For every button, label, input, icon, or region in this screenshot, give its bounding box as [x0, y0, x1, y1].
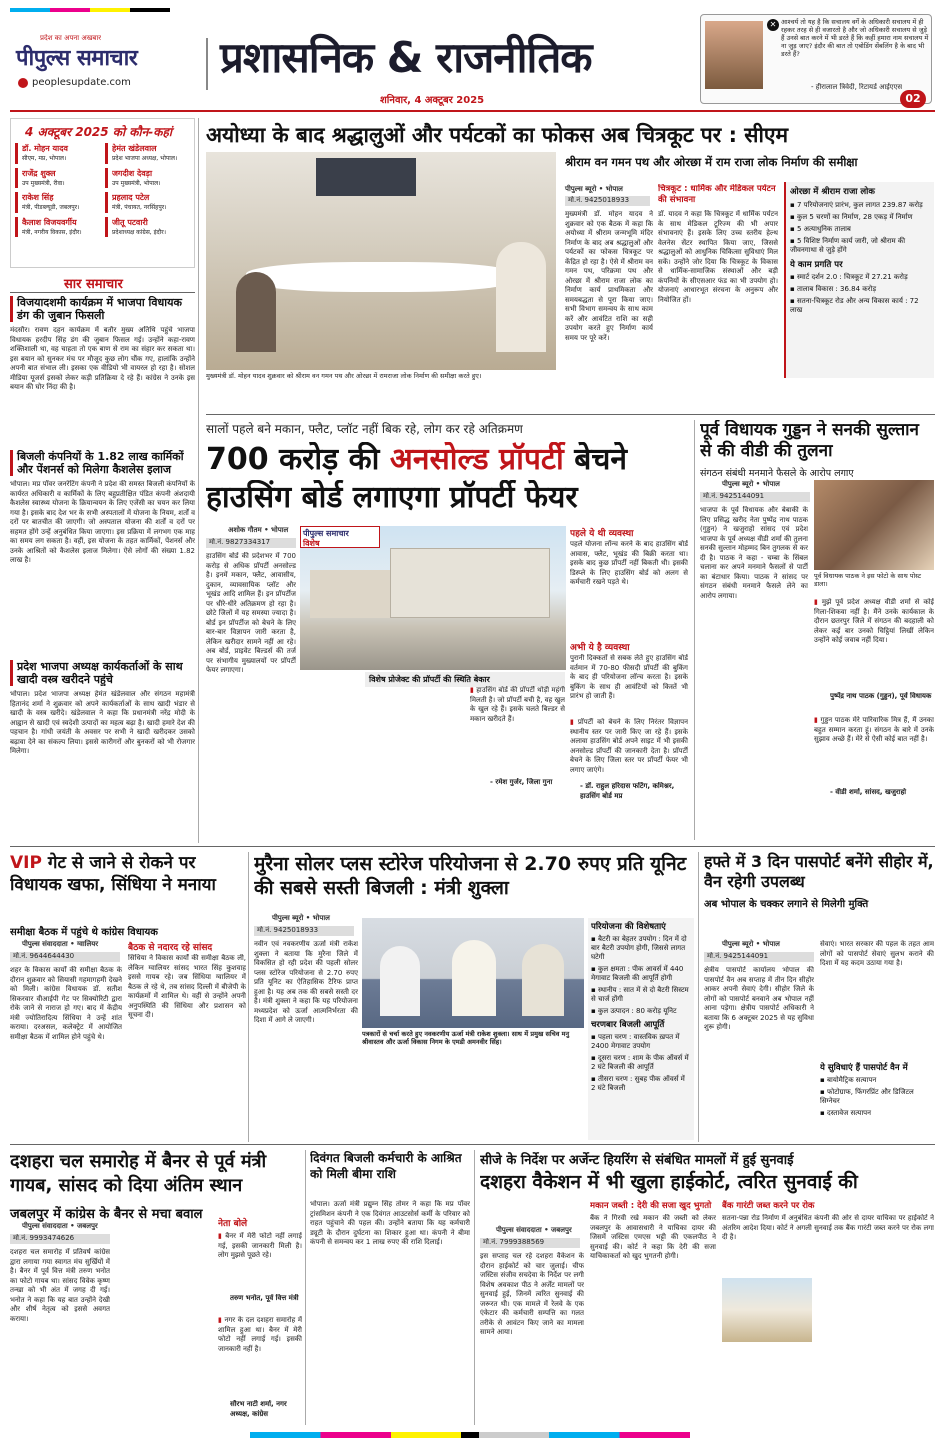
court-byline: पीपुल्स संवाददाता • जबलपुर	[496, 1226, 572, 1234]
lead-mobile: मो.नं. 9425018933	[565, 196, 650, 206]
guddu-side-body: ▮ मुझे पूर्व प्रदेश अध्यक्ष वीडी शर्मा से कोई गिला-शिकवा नहीं है। मैंने उनके कार्यकाल के दौरान छतरपुर जिले में संगठन की बदहाली को लेकर कई बार उनको चिट्ठियां लिखीं लेकिन उन्होंने कोई जवाब नहीं दिया।	[814, 598, 934, 644]
masthead-rule	[10, 110, 935, 112]
solar-box2-item: ▪ पहला चरण : वास्तविक ख़पत में 2400 मेगावाट उपयोग	[591, 1033, 680, 1050]
lead-body: मुख्यमंत्री डॉ. मोहन यादव ने शुक्रवार को एक बैठक में कहा कि अयोध्या में श्रीराम जन्मभूमि मंदिर निर्माण के बाद अब श्रद्धालुओं और पर्यटकों का फोकस चित्रकूट पर केंद्रित हो रहा है। ऐसे में श्रीराम वन गमन पथ, परिक्रमा पथ और ओरछा में श्रीराम राजा लोक का निर्माण कार्य प्राथमिकता और समयबद्धता से पूरा किया जाए। सभी विभाग समन्वय के साथ काम करें और आवंटित राशि का सही उपयोग करते हुए निर्माण कार्य समय पर पूरे करें।	[565, 210, 653, 342]
solar-box-title: परियोजना की विशेषताएं	[591, 922, 666, 932]
guddu-mobile: मो.नं. 9425144091	[700, 492, 810, 502]
saar-item	[10, 660, 195, 828]
col-divider	[305, 1150, 306, 1425]
lead-side-head: चित्रकूट : धार्मिक और मेडिकल पर्यटन की संभावना	[658, 184, 776, 205]
solar-photo	[362, 918, 584, 1028]
solar-headline: मुरैना सोलर प्लस स्टोरेज परियोजना से 2.70 रुपए प्रति यूनिट की सबसे सस्ती बिजली : मंत्री शुक्ला	[254, 853, 687, 899]
housing-headline-line2: हाउसिंग बोर्ड लगाएगा प्रॉपर्टी फेयर	[206, 480, 578, 515]
orchha-item: ▪ 7 परियोजनाएं प्रारंभ, कुल लागत 239.87 करोड़	[790, 201, 923, 209]
housing-photo-caption: विशेष प्रोजेक्ट की प्रॉपर्टी की स्थिति बेकार	[365, 672, 565, 687]
orchha-box	[784, 182, 934, 378]
divider-vertical	[206, 38, 208, 90]
solar-byline: पीपुल्स ब्यूरो • भोपाल	[272, 914, 330, 922]
housing-body3	[385, 686, 465, 794]
vip-side-head: बैठक से नदारद रहे सांसद	[128, 943, 213, 953]
passport-box-item: ▪ बायोमैट्रिक सत्यापन	[820, 1076, 877, 1084]
lead-caption: मुख्यमंत्री डॉ. मोहन यादव शुक्रवार को श्रीराम वन गमन पथ और ओरछा में रामराजा लोक निर्माण की समीक्षा करते हुए।	[206, 372, 482, 380]
masthead-tagline: प्रदेश का अपना अखबार	[40, 34, 102, 42]
housing-kicker: सालों पहले बने मकान, फ्लैट, प्लॉट नहीं बिक रहे, लोग कर रहे अतिक्रमण	[206, 422, 523, 436]
saar-item	[10, 450, 195, 640]
passport-box-list	[820, 1076, 934, 1118]
court-side-head2: बैंक गारंटी जब्त करने पर रोक	[722, 1201, 815, 1211]
saar-head: प्रदेश भाजपा अध्यक्ष कार्यकर्ताओं के साथ खादी वस्त्र खरीदने पहुंचे	[10, 660, 195, 686]
dussehra-side-body: ▮ बैनर में मेरी फोटो नहीं लगाई गई, इसकी जानकारी मिली है। लोग मुझसे पूछते रहे।	[218, 1232, 302, 1259]
solar-box-list	[591, 935, 691, 1016]
col-divider	[198, 118, 199, 843]
photo-person	[236, 272, 276, 352]
col-divider	[474, 1150, 475, 1425]
vip-byline: पीपुल्स संवाददाता • ग्वालियर	[22, 940, 99, 948]
solar-box2-item: ▪ दूसरा चरण : शाम के पीक ऑवर्स में 2 घंटे बिजली की आपूर्ति	[591, 1054, 689, 1071]
vip-mobile: मो.नं. 9644644430	[10, 952, 120, 962]
vishesh-badge	[300, 526, 380, 548]
dussehra-body2	[114, 1230, 214, 1420]
solar-body2	[362, 1050, 470, 1136]
vip-headline: VIP गेट से जाने से रोकने पर विधायक खफा, सिंधिया ने मनाया	[10, 853, 216, 895]
orchha-title: ओरछा में श्रीराम राजा लोक	[790, 187, 875, 197]
saar-head: विजयादशमी कार्यक्रम में भाजपा विधायक डंग की जुबान फिसली	[10, 296, 195, 322]
progress-item: ▪ स्मार्ट दर्शन 2.0 : चित्रकूट में 27.21 करोड़	[790, 273, 908, 281]
housing-side-body: पहले योजना लॉन्च करने के बाद हाउसिंग बोर्ड आवास, फ्लैट, भूखंड की बिक्री करता था। इसके बाद कुछ प्रॉपर्टी नहीं बिकती थी। इसकी डिस्प्ले के लिए हाउसिंग बोर्ड को अलग से कर्मचारी रखने पड़ते थे।	[570, 540, 688, 586]
housing-body2	[300, 686, 380, 794]
housing-quote1-author: - रमेश गुर्जर, जिला गुना	[490, 778, 553, 786]
passport-body: क्षेत्रीय पासपोर्ट कार्यालय भोपाल की पासपोर्ट वैन अब सप्ताह में तीन दिन सीहोर आकर अपनी सेवाएं देगी। सीहोर जिले के लोगों को पासपोर्ट बनवाने अब भोपाल नहीं आना पड़ेगा। क्षेत्रीय पासपोर्ट अधिकारी ने बताया कि 6 अक्टूबर 2025 से यह सुविधा शुरू होगी।	[704, 966, 814, 1031]
progress-title: ये काम प्रगति पर	[790, 260, 843, 270]
solar-box2-list	[591, 1033, 691, 1093]
photo-building	[390, 548, 550, 618]
quote-author: - हीरालाल त्रिवेदी, रिटायर्ड आईएएस	[811, 83, 903, 91]
website-link[interactable]: peoplesupdate.com	[32, 77, 131, 88]
passport-box-title: ये सुविधाएं हैं पासपोर्ट वैन में	[820, 1063, 908, 1073]
section-rule	[206, 414, 935, 415]
solar-box	[588, 918, 694, 1140]
lead-byline: पीपुल्स ब्यूरो • भोपाल	[565, 185, 623, 193]
dussehra-byline: पीपुल्स संवाददाता • जबलपुर	[22, 1222, 98, 1230]
solar-body: नवीन एवं नवकरणीय ऊर्जा मंत्री राकेश शुक्ला ने बताया कि मुरैना जिले में विकसित हो रही प्रदेश की पहली सोलर प्लस स्टोरेज परियोजना से 2.70 रुपए प्रति यूनिट का ऐतिहासिक टैरिफ प्राप्त हुआ है। यह अब तक की सबसे सस्ती दर है। मंत्री शुक्ला ने कहा कि यह परियोजना मध्यप्रदेश को ऊर्जा आत्मनिर्भरता की दिशा में आगे ले जाएगी।	[254, 940, 358, 1024]
paper-logo[interactable]: पीपुल्स समाचार	[16, 46, 138, 71]
passport-box	[820, 1062, 934, 1140]
lead-photo	[206, 152, 556, 370]
passport-subhead: अब भोपाल के चक्कर लगाने से मिलेगी मुक्ति	[704, 899, 869, 910]
web-icon	[18, 78, 28, 88]
saar-rule	[10, 292, 195, 293]
court-headline2: दशहरा वैकेशन में भी खुला हाईकोर्ट, त्वरित सुनवाई की	[480, 1171, 858, 1193]
quote-text: आश्चर्य तो यह है कि सचालय वर्गे के अधिकारी सचालय में ही रहकर तरह से ही वजारतो है और जो अधिकारी सचालय से जुड़े हैं उनसे बात करने में भी डरते हैं कि कहीं हमारा नाम सचालय में ना जुड़ जाए? इंदौर की बात तो एबोडिंग सेंबलिंग है के बाद भी डरते हैं?	[781, 18, 929, 58]
orchha-item: ▪ 5 अत्याधुनिक तालाब	[790, 225, 851, 233]
housing-mobile: मो.नं. 9827334317	[206, 538, 296, 548]
guddu-author2: - वीडी शर्मा, सांसद, खजुराहो	[830, 788, 907, 796]
bijli-headline: दिवंगत बिजली कर्मचारी के आश्रित को मिली बीमा राशि	[310, 1151, 462, 1181]
photo-building	[310, 570, 390, 618]
housing-headline: 700 करोड़ की अनसोल्ड प्रॉपर्टी बेचने	[206, 442, 628, 477]
masthead	[0, 0, 945, 110]
person-card: राजेंद्र शुक्ल उप मुख्यमंत्री, रीवा।	[15, 168, 101, 189]
solar-box-item: ▪ कुल क्षमता : पीक आवर्स में 440 मेगावाट बिजली की आपूर्ति होगी	[591, 965, 684, 982]
passport-headline: हफ्ते में 3 दिन पासपोर्ट बनेंगे सीहोर में, वैन रहेगी उपलब्ध	[704, 852, 934, 891]
housing-side-head2: अभी ये है व्यवस्था	[570, 643, 630, 653]
guddu-body: भाजपा के पूर्व विधायक और बेबाकी के लिए प्रसिद्ध खरीद नेता पुष्पेंद्र नाथ पाठक (गुड्डन) ने खजुराहो सांसद एवं प्रदेश भाजपा के पूर्व अध्यक्ष वीडी शर्मा की तुलना सनकी सुल्तान मोहम्मद बिन तुगलक से कर दी है। पाठक ने कहा - चम्बा के सिंबल चलाना कर अपने मनमाने फैसलों से पार्टी का बंटाधार किया। पाठक ने सांसद पर संगठन संबंधी मनमाने फैसले लेने का आरोप लगाया।	[700, 506, 808, 600]
guddu-headline: पूर्व विधायक गुड्डन ने सनकी सुल्तान से की वीडी की तुलना	[700, 420, 919, 461]
person-card: कैलाश विजयवर्गीय मंत्री, नगरीय विकास, इंदौर।	[15, 217, 101, 238]
saar-head: बिजली कंपनियों के 1.82 लाख कार्मिकों और पेंशनर्स को मिलेगा कैशलेस इलाज	[10, 450, 195, 476]
saar-label: सार समाचार	[64, 277, 123, 292]
badge-label: विशेष	[303, 539, 320, 548]
court-side-head: मकान जब्ती : देरी की सजा खुद भुगतो	[590, 1201, 712, 1211]
person-card: जगदीश देवड़ा उप मुख्यमंत्री, भोपाल।	[105, 168, 191, 189]
passport-box-item: ▪ फोटोग्राफ, फिंगरप्रिंट और डिजिटल सिग्नेचर	[820, 1088, 914, 1105]
progress-item: ▪ सतना-चित्रकूट रोड और अन्य विकास कार्य : 72 लाख	[790, 297, 919, 314]
cmyk-bar-bottom	[250, 1432, 690, 1438]
solar-caption: पत्रकारों से चर्चा करते हुए नवकरणीय ऊर्जा मंत्री राकेश शुक्ला। साथ में प्रमुख सचिव मनु श्रीवास्तव और ऊर्जा विकास निगम के एमडी अमनवीर सिंह।	[362, 1030, 570, 1046]
solar-body3	[475, 1050, 583, 1136]
guddu-byline: पीपुल्स ब्यूरो • भोपाल	[722, 480, 780, 488]
vip-side-body: सिंधिया ने विकास कार्यों की समीक्षा बैठक ली, लेकिन ग्वालियर सांसद भारत सिंह कुशवाह इससे गायब रहे। जब सिंधिया ग्वालियर में बैठक ले रहे थे, तब सांसद दिल्ली में बीजेपी के कार्यक्रमों में शामिल थे। वहीं से उन्होंने अपनी अनुपस्थिति की सिंधिया और प्रशासन को सूचना दी।	[128, 954, 246, 1019]
court-photo	[722, 1278, 812, 1342]
saar-body: भोपाल। मप्र पॉवर जनरेटिंग कंपनी ने प्रदेश की समस्त बिजली कंपनियों के कार्यरत अधिकारी व कार्मिकों के लिए बहुप्रतीक्षित पंडित कंपनी अंशदायी कैशलेस स्वास्थ्य योजना के क्रियान्वयन के लिए एजेंसी का चयन कर लिया गया है। इसके बाद देश भर के सभी अस्पतालों में योजना के नियम, शर्तों व दरों पर बातचीत की जाएगी। जो अस्पताल योजना की शर्तों व दरों पर सहमत होंगे उन्हें अनुबंधित किया जाएगा। इस प्रक्रिया में लगभग एक माह का समय लग सकता है। वहीं, इस योजना के तहत कार्मिकों, पेंशनर्स और उनके आश्रितों को कैशलेस इलाज मिलेगा। ऐसे लोगों की संख्या 1.82 लाख है।	[10, 480, 195, 564]
passport-side-body: सेवाएं। भारत सरकार की पहल के तहत आम लोगों को पासपोर्ट सेवाएं सुलभ कराने की दिशा में यह कदम उठाया गया है।	[820, 940, 934, 967]
passport-mobile: मो.नं. 9425144091	[704, 952, 814, 962]
person-card: हेमंत खंडेलवाल प्रदेश भाजपा अध्यक्ष, भोपाल।	[105, 143, 191, 164]
saar-item	[10, 296, 195, 444]
koun-kahan-grid	[15, 143, 191, 237]
court-side-body2: सतना-पन्ना रोड निर्माण में अनुबंधित कंपनी की ओर से दायर याचिका पर हाईकोर्ट ने अंतरिम आदेश दिया। कोर्ट ने अगली सुनवाई तक बैंक गारंटी जब्त करने पर रोक लगा दी है।	[722, 1214, 934, 1241]
cmyk-bar-left	[10, 8, 170, 12]
vip-body: शहर के विकास कार्यों की समीक्षा बैठक के दौरान शुक्रवार को सियासी गहमागहमी देखने को मिली। कांग्रेस विधायक डॉ. सतीश सिकरवार वीआईपी गेट पर सिक्योरिटी द्वारा रोके जाने से नाराज हो गए। बाद में केंद्रीय मंत्री ज्योतिरादित्य सिंधिया ने उन्हें शांत कराया। दरअसल, कलेक्ट्रेट में आयोजित समीक्षा बैठक में शामिल होने पहुंचे थे।	[10, 966, 122, 1041]
koun-kahan-title: 4 अक्टूबर 2025 को कौन-कहां	[25, 125, 172, 139]
lead-headline: अयोध्या के बाद श्रद्धालुओं और पर्यटकों का फोकस अब चित्रकूट पर : सीएम	[206, 123, 789, 147]
progress-item: ▪ तालाब विकास : 36.84 करोड़	[790, 285, 877, 293]
guddu-caption: पूर्व विधायक पाठक ने इस फोटो के साथ पोस्ट डाला।	[814, 572, 921, 588]
court-body: इस सप्ताह चल रहे दशहरा वैकेशन के दौरान हाईकोर्ट को चार जुलाई। चीफ जस्टिस संजीव सचदेवा के निर्देश पर लगी विशेष अवकाश पीठ ने अर्जेंट मामलों पर सुनवाई हुई, जिनमें त्वरित सुनवाई की जरूरत थी। एक मामले में रेलवे के एक एंकेटार की कर्मचारी सम्पत्ति का गलत तरीके से आवंटन किए जाने का मामला सामने आया।	[480, 1252, 584, 1336]
passport-box-item: ▪ दस्तावेज सत्यापन	[820, 1109, 872, 1117]
person-card: जीतू पटवारी प्रदेशाध्यक्ष कांग्रेस, इंदौर।	[105, 217, 191, 238]
col-divider	[694, 420, 695, 840]
col-divider	[698, 852, 699, 1142]
photo-person	[496, 242, 546, 352]
section-rule	[10, 846, 935, 847]
dussehra-side-head: नेता बोले	[218, 1219, 248, 1229]
photo-person	[452, 940, 496, 1016]
lead-side-body: डॉ. यादव ने कहा कि चित्रकूट में धार्मिक पर्यटन के साथ मेडिकल टूरिज्म की भी अपार संभावनाएं हैं। इसके लिए उच्च स्तरीय हेल्थ वेलनेस सेंटर स्थापित किया जाए, जिससे श्रद्धालुओं को आधुनिक चिकित्सा सुविधाएं मिल सकें। उन्होंने जोर दिया कि चित्रकूट के विकास से धार्मिक-सामाजिक संस्थाओं और बड़ी कंपनियों के सीएसआर फंड का भी उपयोग हो। योजनाएं आधारभूत संरचना के अनुरूप और नियोजित हों।	[658, 210, 778, 304]
dussehra-author1: तरुण भनोत, पूर्व वित्त मंत्री	[230, 1294, 299, 1302]
guddu-photo	[814, 480, 934, 570]
housing-side-body2: पुरानी दिक्कतों से सबक लेते हुए हाउसिंग बोर्ड वर्तमान में 70-80 फीसदी प्रॉपर्टी की बुकिंग के बाद ही परियोजना लॉन्च करता है। इसके बुकिंग के साथ ही आवंटियों को किस्तें भी प्रारंभ हो जाती हैं।	[570, 654, 688, 700]
badge-logo: पीपुल्स समाचार	[303, 529, 349, 538]
orchha-list	[790, 201, 930, 255]
housing-quote2-author: - डॉ. राहुल हरिदास फटिंग, कमिश्नर, हाउसिंग बोर्ड मप्र	[580, 782, 675, 800]
page-number: 02	[900, 90, 926, 108]
bijli-body: भोपाल। ऊर्जा मंत्री प्रद्युम्न सिंह तोमर ने कहा कि मप्र पॉवर ट्रांसमिशन कंपनी ने एक दिवंगत आउटसोर्स कर्मी के परिवार को राहत पहुंचाने की पहल की। उन्होंने बताया कि यह कर्मचारी ड्यूटी के दौरान दुर्घटना का शिकार हुआ था। कंपनी ने बीमा कंपनी से समन्वय कर 1 लाख रुपए की राशि दिलाई।	[310, 1200, 470, 1246]
housing-quote2: ▮ प्रॉपर्टी को बेचने के लिए निरंतर विज्ञापन स्थानीय स्तर पर जारी किए जा रहे हैं। इसके अलावा हाउसिंग बोर्ड अपने साइट में भी इसकी अनसोल्ड प्रॉपर्टी की जानकारी देता है। प्रॉपर्टी बेचने के लिए जिला स्तर पर प्रॉपर्टी फेयर भी लगाए जाएंगे।	[570, 718, 688, 774]
photo-person	[380, 946, 420, 1016]
col-divider	[248, 852, 249, 1142]
solar-box-item: ▪ बैटरी का बेहतर उपयोग : दिन में दो बार बैटरी उपयोग होगी, जिससे लागत घटेगी	[591, 935, 687, 961]
court-side-body: बैंक ने गिरवी रखे मकान की जब्ती को लेकर जबलपुर के आवासधारी ने याचिका दायर की जिसमें जस्टिस एमएस भट्टी की एकलपीठ ने सुनवाई की। कोर्ट ने कहा कि देरी की सजा याचिकाकर्ता को खुद भुगतनी होगी।	[590, 1214, 716, 1260]
court-body3	[816, 1278, 934, 1422]
court-headline: सीजे के निर्देश पर अर्जेन्ट हियरिंग से संबंधित मामलों में हुई सुनवाई	[480, 1153, 794, 1168]
saar-body: मंदसौर। रावण दहन कार्यक्रम में बतौर मुख्य अतिथि पहुंचे भाजपा विधायक हरदीप सिंह डंग की जुबान फिसल गई। उन्होंने कहा-रावण शक्तिशाली था, वह चाहता तो एक बाण से राम का संहार कर सकता था। इस बयान को सुनकर मंच पर मौजूद कुछ लोग चौंक गए, हालांकि उन्होंने अपनी बात संभाल ली। इसका एक वीडियो भी वायरल हो रहा है। सोशल मीडिया यूजर्स इसको लेकर कड़ी प्रतिक्रिया दे रहे हैं। कांग्रेस ने उनके इस बयान की घोर निंदा की है।	[10, 326, 195, 391]
photo-screen	[316, 158, 416, 196]
orchha-item: ▪ कुल 5 चरणों का निर्माण, 28 एकड़ में निर्माण	[790, 213, 913, 221]
quote-box	[700, 14, 932, 104]
solar-box-item: ▪ कुल उत्पादन : 80 करोड़ यूनिट	[591, 1007, 677, 1015]
guddu-side-body2: ▮ गुड्डन पाठक मेरे पारिवारिक मित्र हैं, मैं उनका बहुत सम्मान करता हूं। संगठन के बारे में उनके सुझाव अच्छे हैं। मेरे से ऐसी कोई बात नहीं है।	[814, 716, 934, 743]
passport-byline: पीपुल्स ब्यूरो • भोपाल	[722, 940, 780, 948]
solar-mobile: मो.नं. 9425018933	[254, 926, 354, 936]
guddu-author1: पुष्पेंद्र नाथ पाठक (गुड्डन), पूर्व विधायक	[830, 692, 932, 700]
dussehra-side-body2: ▮ नगर के दल दशहरा समारोह में शामिल हुआ था। बैनर में मेरी फोटो नहीं लगाई गई। इसकी जानकारी नहीं है।	[218, 1316, 302, 1353]
saar-body: भोपाल। प्रदेश भाजपा अध्यक्ष हेमंत खंडेलवाल और संगठन महामंत्री हितानंद शर्मा ने शुक्रवार को अपने कार्यकर्ताओं के साथ खादी भंडार से खादी के वस्त्र खरीदे। खंडेलवाल ने कहा कि प्रधानमंत्री नरेंद्र मोदी के आह्वान से खादी एवं स्वदेशी उत्पादों का महत्व बढ़ा है। खादी हमारे देश की पहचान है। गांधी जयंती के अवसर पर सभी ने खादी खरीदकर उसको बढ़ावा देने का संकल्प लिया। इससे कारीगरों और बुनकरों को भी रोजगार मिलेगा।	[10, 690, 195, 755]
solar-box2-item: ▪ तीसरा चरण : सुबह पीक ऑवर्स में 2 घंटे बिजली	[591, 1075, 685, 1092]
solar-box2-title: चरणबार बिजली आपूर्ति	[591, 1020, 665, 1030]
koun-kahan	[10, 118, 195, 268]
photo-person	[522, 944, 564, 1016]
dussehra-headline: दशहरा चल समारोह में बैनर से पूर्व मंत्री गायब, सांसद को दिया अंतिम स्थान	[10, 1151, 267, 1196]
person-card: राकेश सिंह मंत्री, पीडब्ल्यूडी, जबलपुर।	[15, 192, 101, 213]
progress-list	[790, 273, 930, 315]
housing-byline: अशोक गौतम • भोपाल	[228, 526, 289, 534]
orchha-item: ▪ 5 विशिष्ट निर्माण कार्य जारी, जो श्रीराम की जीवनगाथा से जुड़े होंगे	[790, 237, 906, 254]
person-card: प्रहलाद पटेल मंत्री, पंचायत, नरसिंहपुर।	[105, 192, 191, 213]
section-title: प्रशासनिक & राजनीतिक	[220, 33, 592, 82]
person-card: डॉ. मोहन यादव सीएम, मप्र, भोपाल।	[15, 143, 101, 164]
issue-date: शनिवार, 4 अक्टूबर 2025	[380, 95, 485, 106]
court-mobile: मो.नं. 7999388569	[480, 1238, 580, 1248]
housing-quote1: ▮ हाउसिंग बोर्ड की प्रॉपर्टी थोड़ी महंगी मिलती है। जो प्रॉपर्टी बची है, वह खुल के खुल रहे हैं। इसके चलते बिल्डर से मकान खरीदते हैं।	[470, 686, 565, 723]
housing-side-head: पहले ये थी व्यवस्था	[570, 529, 634, 539]
section-rule	[10, 1144, 935, 1145]
dussehra-author2: सौरभ नाटी शर्मा, नगर अध्यक्ष, कांग्रेस	[230, 1400, 287, 1418]
solar-box-item: ▪ स्थानीय : सात में से दो बैटरी सिस्टम से चार्ज होंगी	[591, 986, 689, 1003]
lead-subhead: श्रीराम वन गमन पथ और ओरछा में राम राजा लोक निर्माण की समीक्षा	[565, 155, 858, 169]
quote-author-photo	[705, 21, 763, 89]
dussehra-mobile: मो.नं. 9993474626	[10, 1234, 110, 1244]
photo-table	[246, 262, 516, 292]
x-icon: ✕	[767, 19, 779, 31]
housing-body1: हाउसिंग बोर्ड की प्रदेशभर में 700 करोड़ से अधिक प्रॉपर्टी अनसोल्ड है। इनमें मकान, फ्लैट, आवासीय, दुकान, व्यावसायिक प्लॉट और भूखंड आदि शामिल हैं। इन प्रॉपर्टीज पर धीरे-धीरे अतिक्रमण हो रहा है। छोटे जिलों में यह समस्या ज्यादा है। बोर्ड इन प्रॉपर्टीज को बेचने के लिए बार-बार विज्ञापन जारी करता है, लेकिन खरीदार सामने नहीं आ रहे। अब बोर्ड, प्राइवेट बिल्डर्स की तर्ज पर संभागीय मुख्यालयों पर प्रॉपर्टी फेयर लगाएगा।	[206, 552, 296, 674]
vip-subhead: समीक्षा बैठक में पहुंचे थे कांग्रेस विधायक	[10, 927, 158, 938]
dussehra-subhead: जबलपुर में कांग्रेस के बैनर से मचा बवाल	[10, 1207, 203, 1222]
dussehra-body: दशहरा चल समारोह में प्रतिवर्ष कांग्रेस द्वारा लगाया गया स्वागत मंच सुर्खियों में है। बैनर में पूर्व वित्त मंत्री तरुण भनोत का फोटो गायब था। सांसद विवेक कृष्ण तन्खा को भी अंत में जगह दी गई। भनोत ने कहा कि यह बात उन्होंने देखी और शीर्ष नेतृत्व को इससे अवगत कराया।	[10, 1248, 110, 1323]
guddu-subhead: संगठन संबंधी मनमाने फैसले के आरोप लगाए	[700, 468, 854, 479]
